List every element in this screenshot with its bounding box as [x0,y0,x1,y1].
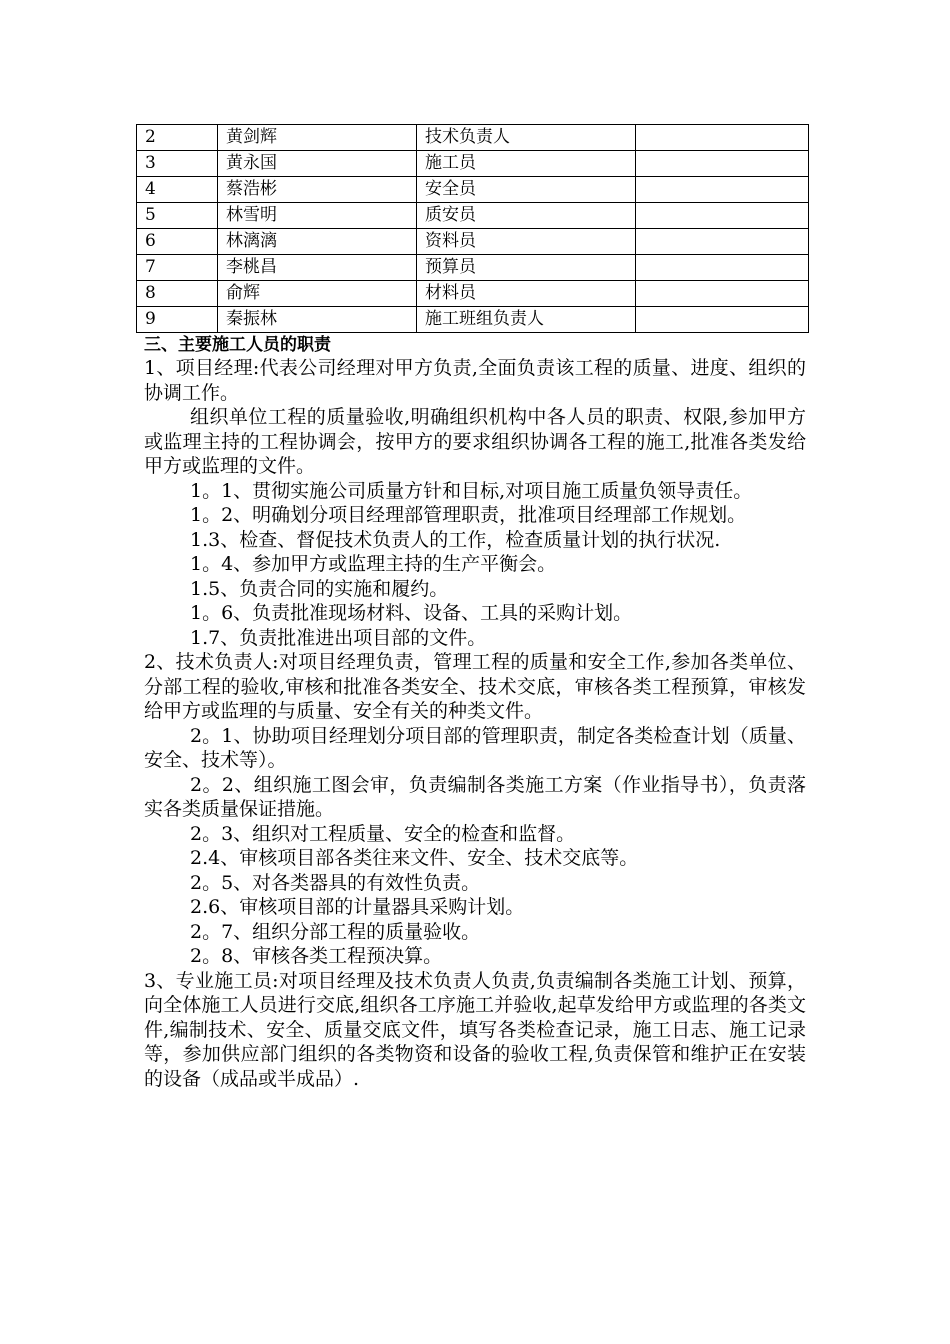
paragraph: 2。2、组织施工图会审，负责编制各类施工方案（作业指导书），负责落实各类质量保证措施。 [144,773,806,820]
table-row [137,203,809,229]
table-cell-no: 6 [137,229,218,255]
table-row [137,281,809,307]
paragraph: 2。7、组织分部工程的质量验收。 [190,920,481,943]
duties-body [144,356,806,1091]
paragraph: 2。3、组织对工程质量、安全的检查和监督。 [190,822,576,845]
table-cell-name: 林漓漓 [218,229,417,255]
paragraph: 2.4、审核项目部各类往来文件、安全、技术交底等。 [190,847,639,869]
table-row [137,307,809,333]
table-cell-name: 黄永国 [218,151,417,177]
table-row [137,125,809,151]
paragraph: 1.5、负责合同的实施和履约。 [190,577,449,600]
paragraph: 组织单位工程的质量验收,明确组织机构中各人员的职责、权限,参加甲方或监理主持的工程协调会，按甲方的要求组织协调各工程的施工,批准各类发给甲方或监理的文件。 [144,406,806,477]
table-cell-no: 3 [137,151,218,177]
table-cell-note [636,151,809,177]
table-cell-no: 9 [137,307,218,333]
table-cell-role: 技术负责人 [417,125,636,151]
table-cell-name: 秦振林 [218,307,417,333]
paragraph: 1。2、明确划分项目经理部管理职责，批准项目经理部工作规划。 [190,504,747,526]
paragraph: 2、技术负责人:对项目经理负责，管理工程的质量和安全工作,参加各类单位、分部工程的验收,审核和批准各类安全、技术交底，审核各类工程预算，审核发给甲方或监理的与质量、安全有关的种类文件。 [144,651,806,722]
table-cell-note [636,307,809,333]
table-cell-role: 预算员 [417,255,636,281]
paragraph: 1。6、负责批准现场材料、设备、工具的采购计划。 [190,602,633,624]
table-row [137,229,809,255]
table-row [137,255,809,281]
table-cell-note [636,203,809,229]
paragraph: 2.6、审核项目部的计量器具采购计划。 [190,896,525,918]
table-cell-no: 7 [137,255,218,281]
table-row [137,177,809,203]
table-cell-role: 施工班组负责人 [417,307,636,333]
table-cell-note [636,255,809,281]
paragraph: 1。1、贯彻实施公司质量方针和目标,对项目施工质量负领导责任。 [190,479,753,502]
table-cell-name: 林雪明 [218,203,417,229]
table-cell-name: 黄剑辉 [218,125,417,151]
table-cell-name: 蔡浩彬 [218,177,417,203]
section-heading: 三、主要施工人员的职责 [144,335,331,355]
table-cell-note [636,281,809,307]
table-cell-note [636,125,809,151]
paragraph: 2。1、协助项目经理划分项目部的管理职责，制定各类检查计划（质量、安全、技术等）。 [144,724,806,771]
table-cell-no: 8 [137,281,218,307]
table-cell-note [636,177,809,203]
paragraph: 1、项目经理:代表公司经理对甲方负责,全面负责该工程的质量、进度、组织的协调工作。 [144,357,806,404]
table-cell-role: 安全员 [417,177,636,203]
table-cell-no: 2 [137,125,218,151]
paragraph: 2。5、对各类器具的有效性负责。 [190,871,481,894]
paragraph: 1。4、参加甲方或监理主持的生产平衡会。 [190,553,557,575]
table-row [137,151,809,177]
table-cell-no: 4 [137,177,218,203]
paragraph: 1.7、负责批准进出项目部的文件。 [190,626,487,649]
table-cell-role: 施工员 [417,151,636,177]
table-cell-no: 5 [137,203,218,229]
paragraph: 2。8、审核各类工程预决算。 [190,945,443,967]
table-cell-role: 材料员 [417,281,636,307]
table-cell-role: 资料员 [417,229,636,255]
paragraph: 1.3、检查、督促技术负责人的工作，检查质量计划的执行状况. [190,528,721,551]
staff-table [136,124,809,333]
table-cell-name: 李桃昌 [218,255,417,281]
table-cell-note [636,229,809,255]
paragraph: 3、专业施工员:对项目经理及技术负责人负责,负责编制各类施工计划、预算，向全体施工人员进行交底,组织各工序施工并验收,起草发给甲方或监理的各类文件,编制技术、安全、质量交底文件，填写各类检查记录，施工日志、施工记录等，参加供应部门组织的各类物资和设备的验收工程,负责保管和维护正在安装的设备（成品或半成品）. [144,969,806,1090]
table-cell-name: 俞辉 [218,281,417,307]
table-cell-role: 质安员 [417,203,636,229]
